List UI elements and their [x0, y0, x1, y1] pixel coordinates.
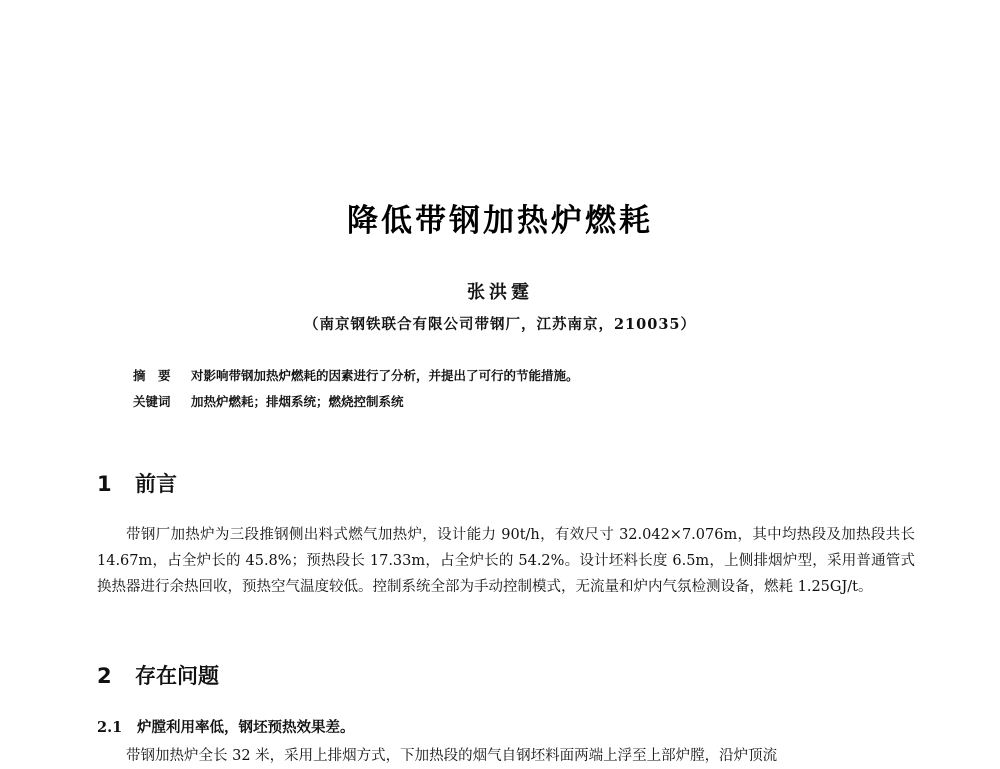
introduction-paragraph: 带钢厂加热炉为三段推钢侧出料式燃气加热炉，设计能力 90t/h，有效尺寸 32.042×7.076m，其中均热段及加热段共长 14.67m，占全炉长的 45.8%；预热段长 17.33m，占全炉长的 54.2%。设计坯料长度 6.5m，上侧排烟炉型，采用普通管式换热器进行余热回收，预热空气温度较低。控制系统全部为手动控制模式，无流量和炉内气氛检测设备，燃耗 1.25GJ/t。: [97, 527, 915, 595]
abstract-label: 摘 要: [133, 368, 171, 383]
paper-title: 降低带钢加热炉燃耗: [347, 203, 653, 239]
abstract: [133, 366, 579, 384]
keywords: [133, 392, 404, 410]
section-heading-problems: [97, 660, 219, 690]
section-number: 1: [97, 472, 112, 496]
section-heading-introduction: [97, 468, 177, 498]
keywords-label: 关键词: [133, 394, 171, 409]
subsection-number: 2.1: [97, 719, 123, 736]
section-number: 2: [97, 664, 112, 688]
abstract-text: 对影响带钢加热炉燃耗的因素进行了分析，并提出了可行的节能措施。: [191, 368, 579, 383]
subsection-title: 炉膛利用率低，钢坯预热效果差。: [137, 719, 355, 736]
subsection-paragraph: 带钢加热炉全长 32 米，采用上排烟方式，下加热段的烟气自钢坯料面两端上浮至上部炉膛，沿炉顶流: [126, 748, 778, 764]
subsection-heading: [97, 716, 355, 737]
author-name: 张洪霆: [467, 282, 533, 303]
keywords-text: 加热炉燃耗；排烟系统；燃烧控制系统: [191, 394, 404, 409]
author-affiliation: （南京钢铁联合有限公司带钢厂，江苏南京，210035）: [303, 316, 697, 333]
section-title: 存在问题: [135, 664, 219, 688]
section-title: 前言: [135, 472, 177, 496]
